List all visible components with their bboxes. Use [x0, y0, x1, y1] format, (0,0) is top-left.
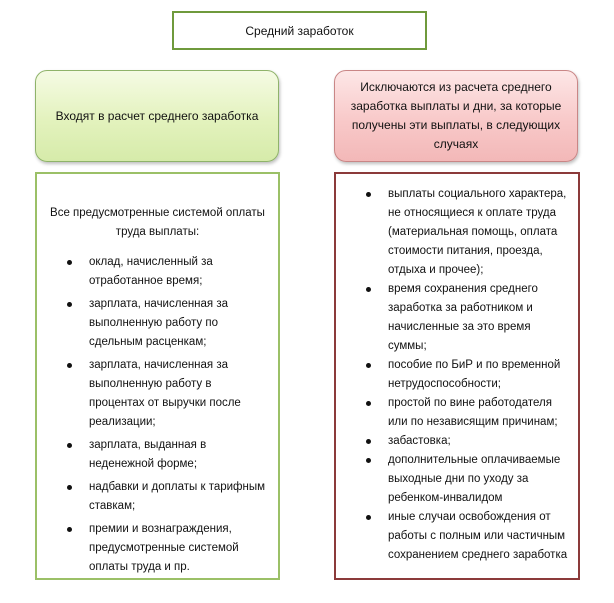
- list-item: премии и вознаграждения, предусмотренные системой оплаты труда и пр.: [47, 520, 268, 577]
- list-item: простой по вине работодателя или по независящим причинам;: [344, 394, 570, 432]
- list-item: зарплата, начисленная за выполненную работу по сдельным расценкам;: [47, 295, 268, 352]
- included-list-panel: [35, 172, 280, 580]
- diagram-title: [172, 11, 427, 50]
- list-item: иные случаи освобождения от работы с полным или частичным сохранением среднего заработка: [344, 508, 570, 565]
- list-item: пособие по БиР и по временной нетрудоспособности;: [344, 356, 570, 394]
- included-list: [47, 253, 268, 577]
- included-header: [35, 70, 279, 162]
- excluded-header: [334, 70, 578, 162]
- excluded-list-panel: [334, 172, 580, 580]
- list-item: забастовка;: [344, 432, 570, 451]
- excluded-header-text: Исключаются из расчета среднего заработка выплаты и дни, за которые получены эти выплаты, в следующих случаях: [350, 80, 562, 151]
- list-item: дополнительные оплачиваемые выходные дни по уходу за ребенком-инвалидом: [344, 451, 570, 508]
- list-item: время сохранения среднего заработка за работником и начисленные за это время суммы;: [344, 280, 570, 356]
- list-item: зарплата, выданная в неденежной форме;: [47, 436, 268, 474]
- list-item: оклад, начисленный за отработанное время;: [47, 253, 268, 291]
- included-intro: Все предусмотренные системой оплаты труда выплаты:: [50, 207, 265, 238]
- excluded-list: [344, 185, 570, 565]
- list-item: выплаты социального характера, не относящиеся к оплате труда (материальная помощь, оплата стоимости питания, проезда, отдыха и прочее);: [344, 185, 570, 280]
- included-header-text: Входят в расчет среднего заработка: [55, 109, 259, 123]
- list-item: зарплата, начисленная за выполненную работу в процентах от выручки после реализации;: [47, 356, 268, 432]
- list-item: надбавки и доплаты к тарифным ставкам;: [47, 478, 268, 516]
- diagram-title-text: Средний заработок: [245, 23, 354, 38]
